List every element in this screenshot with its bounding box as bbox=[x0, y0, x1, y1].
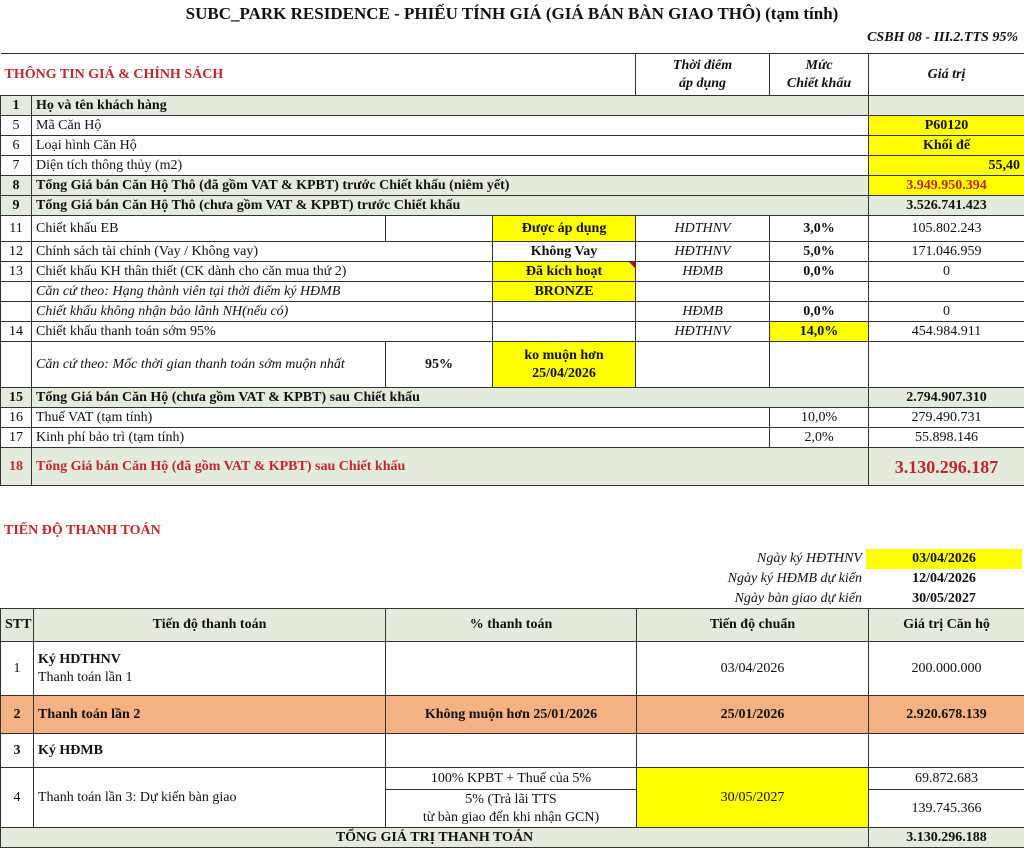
table-row: 12 Chính sách tài chính (Vay / Không vay) Không Vay HĐTHNV 5,0% 171.046.959 bbox=[1, 242, 1024, 262]
early-payment-rate[interactable]: 14,0% bbox=[770, 322, 869, 342]
table-row: 7 Diện tích thông thủy (m2) 55,40 bbox=[1, 156, 1024, 176]
key-dates bbox=[600, 549, 1024, 609]
table-row: Căn cứ theo: Mốc thời gian thanh toán sớm muộn nhất 95% ko muộn hơn 25/04/2026 bbox=[1, 342, 1024, 388]
table-row: 5% (Trả lãi TTS từ bàn giao đến khi nhận GCN) 139.745.366 bbox=[1, 790, 1024, 828]
price-table-header bbox=[1, 54, 1024, 96]
table-row: 15 Tổng Giá bán Căn Hộ (chưa gồm VAT & KPBT) sau Chiết khấu 2.794.907.310 bbox=[1, 388, 1024, 408]
payment-table-header: STT Tiến độ thanh toán % thanh toán Tiến độ chuẩn Giá trị Căn hộ bbox=[1, 609, 1024, 642]
section-title-payment: TIẾN ĐỘ THANH TOÁN bbox=[4, 523, 161, 538]
table-row-highlight: 2 Thanh toán lần 2 Không muộn hơn 25/01/2026 25/01/2026 2.920.678.139 bbox=[1, 696, 1024, 734]
col-applied-time: Thời điểm áp dụng bbox=[636, 54, 770, 96]
total-price-value: 3.130.296.187 bbox=[869, 448, 1024, 486]
policy-code: CSBH 08 - III.2.TTS 95% bbox=[867, 30, 1018, 45]
table-row: 9 Tổng Giá bán Căn Hộ Thô (chưa gồm VAT & KPBT) trước Chiết khấu 3.526.741.423 bbox=[1, 196, 1024, 216]
table-row-total: 18 Tổng Giá bán Căn Hộ (đã gồm VAT & KPBT) sau Chiết khấu 3.130.296.187 bbox=[1, 448, 1024, 486]
date-row: Ngày ký HĐMB dự kiến 12/04/2026 bbox=[727, 571, 976, 586]
handover-date[interactable]: 30/05/2027 bbox=[637, 768, 869, 828]
finance-status[interactable]: Không Vay bbox=[493, 242, 636, 262]
table-row: 3 Ký HĐMB bbox=[1, 734, 1024, 768]
table-row: 4 Thanh toán lần 3: Dự kiến bàn giao 100% KPBT + Thuế của 5% 30/05/2027 69.872.683 bbox=[1, 768, 1024, 790]
deposit-contract-date[interactable]: 03/04/2026 bbox=[866, 549, 1022, 569]
table-row: 1 Ký HDTHNV Thanh toán lần 1 03/04/2026 200.000.000 bbox=[1, 642, 1024, 696]
total-payment-value: 3.130.296.188 bbox=[869, 828, 1024, 848]
table-row: 14 Chiết khấu thanh toán sớm 95% HĐTHNV 14,0% 454.984.911 bbox=[1, 322, 1024, 342]
table-row: 11 Chiết khấu EB Được áp dụng HDTHNV 3,0% 105.802.243 bbox=[1, 216, 1024, 242]
table-row-total: TỔNG GIÁ TRỊ THANH TOÁN 3.130.296.188 bbox=[1, 828, 1024, 848]
customer-name-label: Họ và tên khách hàng bbox=[32, 96, 869, 116]
table-row: 6 Loại hình Căn Hộ Khối đế bbox=[1, 136, 1024, 156]
table-row: Chiết khấu không nhận bảo lãnh NH(nếu có) HĐMB 0,0% 0 bbox=[1, 302, 1024, 322]
table-row: 5 Mã Căn Hộ P60120 bbox=[1, 116, 1024, 136]
unit-code-value[interactable]: P60120 bbox=[869, 116, 1024, 136]
table-row: 13 Chiết khấu KH thân thiết (CK dành cho căn mua thứ 2) Đã kích hoạt HĐMB 0,0% 0 bbox=[1, 262, 1024, 282]
table-row: 1 Họ và tên khách hàng bbox=[1, 96, 1024, 116]
table-row: 8 Tổng Giá bán Căn Hộ Thô (đã gồm VAT & KPBT) trước Chiết khấu (niêm yết) 3.949.950.394 bbox=[1, 176, 1024, 196]
table-row: Căn cứ theo: Hạng thành viên tại thời điểm ký HĐMB BRONZE bbox=[1, 282, 1024, 302]
col-value: Giá trị bbox=[869, 54, 1024, 96]
membership-tier[interactable]: BRONZE bbox=[493, 282, 636, 302]
date-row: Ngày ký HĐTHNV 03/04/2026 bbox=[600, 549, 1024, 569]
list-price-value[interactable]: 3.949.950.394 bbox=[869, 176, 1024, 196]
early-payment-deadline[interactable]: ko muộn hơn 25/04/2026 bbox=[493, 342, 636, 388]
eb-status[interactable]: Được áp dụng bbox=[493, 216, 636, 242]
col-discount-rate: Mức Chiết khấu bbox=[770, 54, 869, 96]
payment-table bbox=[0, 608, 1024, 848]
loyalty-status[interactable]: Đã kích hoạt bbox=[493, 262, 636, 282]
section-title-price: THÔNG TIN GIÁ & CHÍNH SÁCH bbox=[1, 54, 636, 96]
area-value[interactable]: 55,40 bbox=[869, 156, 1024, 176]
price-table bbox=[0, 53, 1024, 486]
date-row: Ngày bàn giao dự kiến 30/05/2027 bbox=[734, 591, 976, 606]
unit-type-value[interactable]: Khối đế bbox=[869, 136, 1024, 156]
table-row: 17 Kinh phí bảo trì (tạm tính) 2,0% 55.898.146 bbox=[1, 428, 1024, 448]
customer-name-value[interactable] bbox=[869, 96, 1024, 116]
price-excl-vat-value: 3.526.741.423 bbox=[869, 196, 1024, 216]
table-row: 16 Thuế VAT (tạm tính) 10,0% 279.490.731 bbox=[1, 408, 1024, 428]
document-title: SUBC_PARK RESIDENCE - PHIẾU TÍNH GIÁ (GIÁ BÁN BÀN GIAO THÔ) (tạm tính) bbox=[185, 4, 839, 23]
